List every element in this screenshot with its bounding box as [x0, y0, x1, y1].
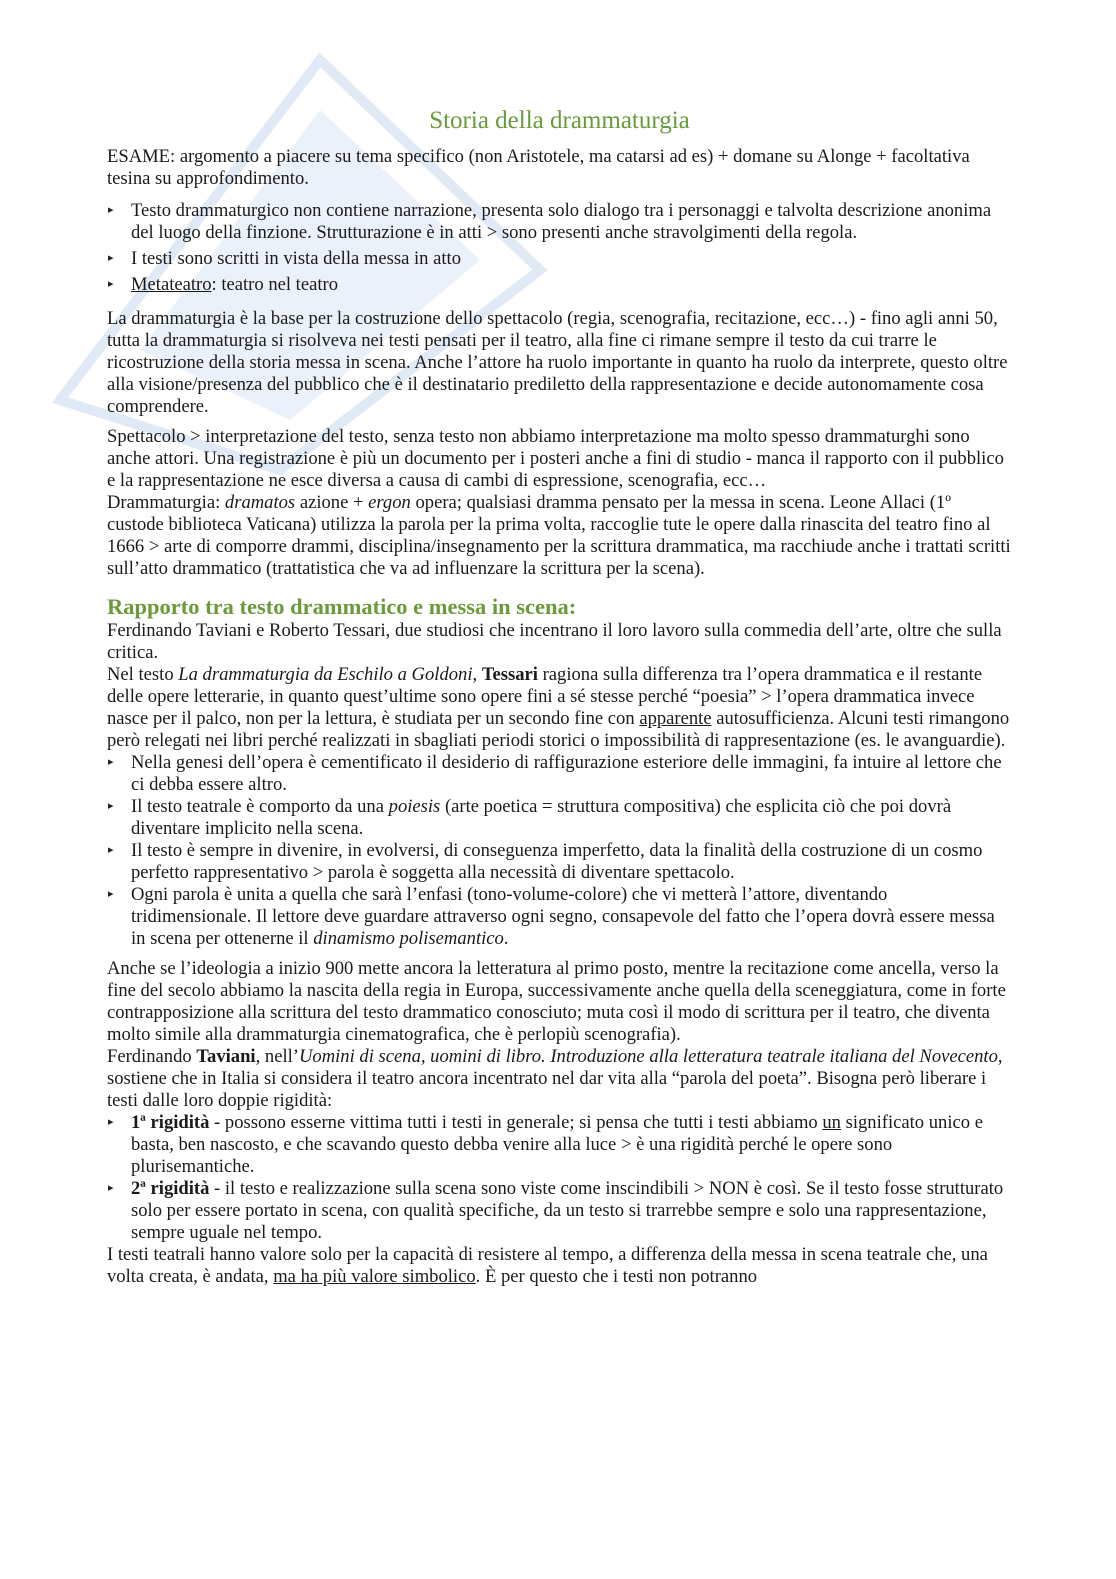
list-item: ▸ 1ª rigidità - possono esserne vittima tutti i testi in generale; si pensa che tutti i testi abbiamo un significato unico e basta, ben nascosto, e che scavando questo debba venire alla luce > è una rigidità perché le opere sono plurisemantiche. [107, 1112, 1012, 1178]
list-item: ▸ Testo drammaturgico non contiene narrazione, presenta solo dialogo tra i personaggi e talvolta descrizione anonima del luogo della finzione. Strutturazione è in atti > sono presenti anche stravolgimenti della regola. [107, 200, 1012, 244]
exam-note: ESAME: argomento a piacere su tema specifico (non Aristotele, ma catarsi ad es) + domane su Alonge + facoltativa tesina su approfondimento. [107, 146, 970, 189]
paragraph: Spettacolo > interpretazione del testo, senza testo non abbiamo interpretazione ma molto spesso drammaturghi sono anche attori. Una registrazione è più un documento per i posteri anche a fini di studio - manca il rapporto con il pubblico e la rappresentazione ne esce diversa a causa di cambi di espressione, scenografia, ecc… [107, 426, 1004, 491]
section-heading: Rapporto tra testo drammatico e messa in scena: [107, 594, 577, 619]
paragraph: Drammaturgia: dramatos azione + ergon opera; qualsiasi dramma pensato per la messa in scena. Leone Allaci (1º custode biblioteca Vaticana) utilizza la parola per la prima volta, raccoglie tute le opere dalla rinascita del teatro fino al 1666 > arte di comporre drammi, disciplina/insegnamento per la scrittura drammatica, ma racchiude anche i trattati scritti sull’atto drammatico (trattatistica che va ad influenzare la scrittura per la scena). [107, 492, 1011, 579]
paragraph: Anche se l’ideologia a inizio 900 mette ancora la letteratura al primo posto, mentre la recitazione come ancella, verso la fine del secolo abbiamo la nascita della regia in Europa, successivamente anche quella della sceneggiatura, come in forte contrapposizione alla scrittura del testo drammatico conosciuto; muta così il modo di scrittura per il teatro, che diventa molto simile alla drammaturgia cinematografica, che è perlopiù scenografia). [107, 958, 1006, 1045]
page-title: Storia della drammaturgia [429, 107, 690, 134]
text-features-list [107, 752, 1012, 950]
rigidity-list [107, 1112, 1012, 1244]
paragraph: La drammaturgia è la base per la costruzione dello spettacolo (regia, scenografia, recitazione, ecc…) - fino agli anni 50, tutta la drammaturgia si risolveva nei testi pensati per il teatro, alla fine ci rimane sempre il testo da cui trarre le ricostruzione della storia messa in scena. Anche l’attore ha ruolo importante in quanto ha ruolo da interprete, questo oltre alla visione/presenza del pubblico che è il destinatario prediletto della rappresentazione e decide autonomamente cosa comprendere. [107, 308, 1008, 417]
list-item: ▸ Nella genesi dell’opera è cementificato il desiderio di raffigurazione esteriore delle immagini, fa intuire al lettore che ci debba essere altro. [107, 752, 1012, 796]
paragraph: Ferdinando Taviani e Roberto Tessari, due studiosi che incentrano il loro lavoro sulla commedia dell’arte, oltre che sulla critica. [107, 620, 1002, 663]
list-item: ▸ Il testo è sempre in divenire, in evolversi, di conseguenza imperfetto, data la finalità della costruzione di un cosmo perfetto rappresentativo > parola è soggetta alla necessità di diventare spettacolo. [107, 840, 1012, 884]
intro-list [107, 200, 1012, 296]
paragraph: Ferdinando Taviani, nell’Uomini di scena, uomini di libro. Introduzione alla letteratura teatrale italiana del Novecento, sostiene che in Italia si considera il teatro ancora incentrato nel dar vita alla “parola del poeta”. Bisogna però liberare i testi dalle loro doppie rigidità: [107, 1046, 1003, 1111]
list-item: ▸ Ogni parola è unita a quella che sarà l’enfasi (tono-volume-colore) che vi metterà l’attore, diventando tridimensionale. Il lettore deve guardare attraverso ogni segno, consapevole del fatto che l’opera dovrà essere messa in scena per ottenerne il dinamismo polisemantico. [107, 884, 1012, 950]
list-item: ▸ Metateatro: teatro nel teatro [107, 274, 1012, 296]
metateatro-term: Metateatro [131, 274, 212, 295]
list-item: ▸ Il testo teatrale è comporto da una poiesis (arte poetica = struttura compositiva) che esplicita ciò che poi dovrà diventare implicito nella scena. [107, 796, 1012, 840]
paragraph: Nel testo La drammaturgia da Eschilo a Goldoni, Tessari ragiona sulla differenza tra l’opera drammatica e il restante delle opere letterarie, in quanto quest’ultime sono opere fini a sé stesse perché “poesia” > l’opera drammatica invece nasce per il palco, non per la lettura, è studiata per un secondo fine con apparente autosufficienza. Alcuni testi rimangono però relegati nei libri perché realizzati in sbagliati periodi storici o impossibilità di rappresentazione (es. le avanguardie). [107, 664, 1010, 751]
document-content [107, 104, 1012, 1288]
paragraph: I testi teatrali hanno valore solo per la capacità di resistere al tempo, a differenza della messa in scena teatrale che, una volta creata, è andata, ma ha più valore simbolico. È per questo che i testi non potranno [107, 1244, 988, 1287]
list-item: ▸ 2ª rigidità - il testo e realizzazione sulla scena sono viste come inscindibili > NON è così. Se il testo fosse strutturato solo per essere portato in scena, con qualità specifiche, da un testo si trarrebbe sempre e solo una rappresentazione, sempre uguale nel tempo. [107, 1178, 1012, 1244]
list-item: ▸ I testi sono scritti in vista della messa in atto [107, 248, 1012, 270]
